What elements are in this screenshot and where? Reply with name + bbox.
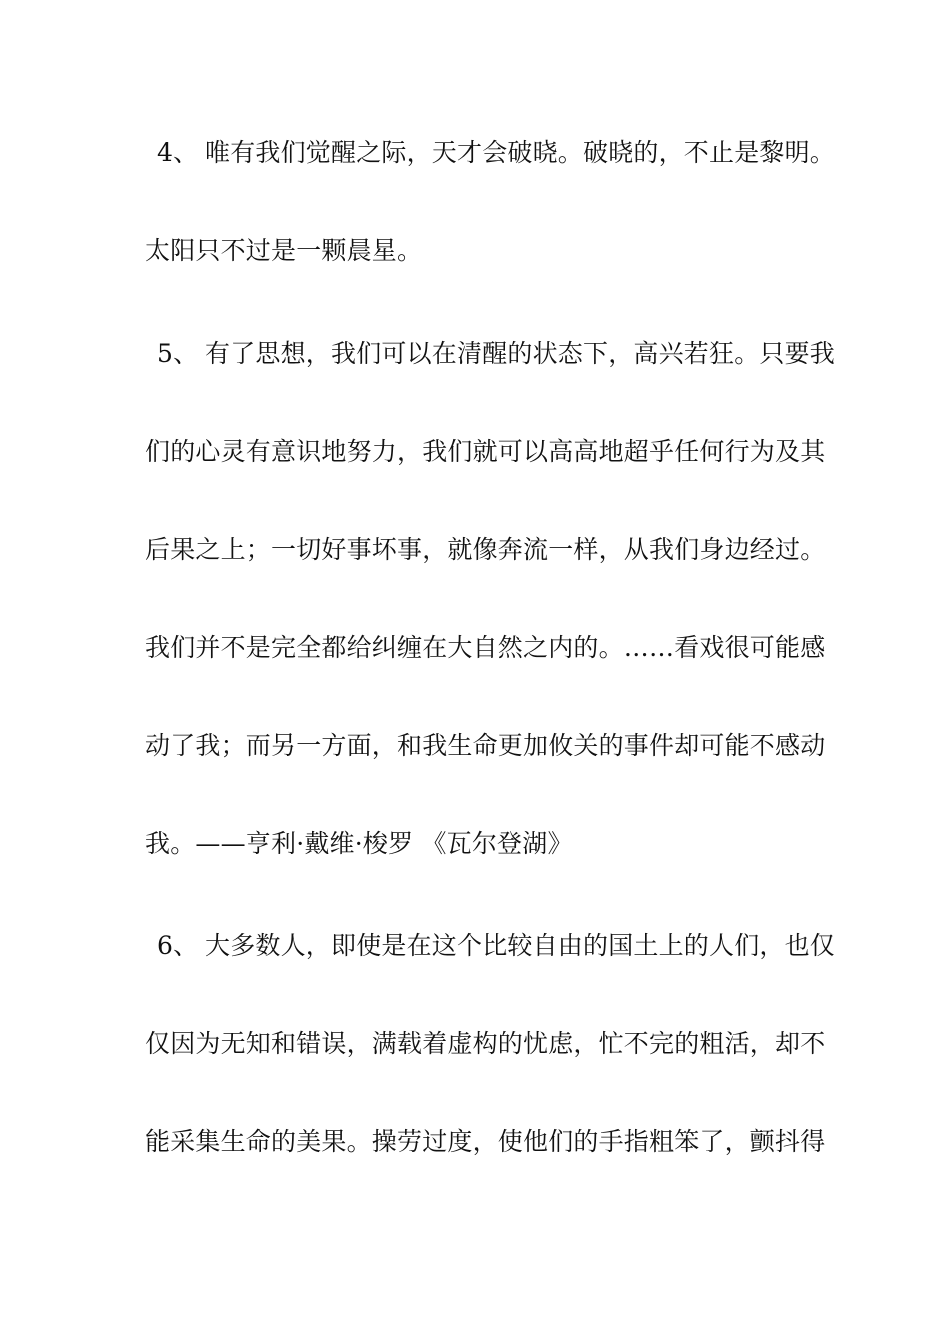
paragraph-line xyxy=(145,726,825,766)
paragraph-line xyxy=(145,334,836,374)
line-text: 我。——亨利·戴维·梭罗 《瓦尔登湖》 xyxy=(145,829,573,858)
line-text: 唯有我们觉醒之际，天才会破晓。破晓的，不止是黎明。 xyxy=(205,138,836,167)
line-text: 们的心灵有意识地努力，我们就可以高高地超乎任何行为及其 xyxy=(145,437,826,466)
paragraph-line xyxy=(145,628,825,668)
line-text: 仅因为无知和错误，满载着虚构的忧虑，忙不完的粗活，却不 xyxy=(145,1029,826,1058)
line-text: 太阳只不过是一颗晨星。 xyxy=(145,236,423,265)
line-text: 动了我；而另一方面，和我生命更加攸关的事件却可能不感动 xyxy=(145,731,826,760)
paragraph-line xyxy=(145,432,825,472)
line-text: 我们并不是完全都给纠缠在大自然之内的。……看戏很可能感 xyxy=(145,633,826,662)
paragraph-line xyxy=(145,530,825,570)
paragraph-line xyxy=(145,926,836,966)
paragraph-line xyxy=(145,133,836,173)
paragraph-line xyxy=(145,1122,825,1162)
paragraph-line xyxy=(145,1024,825,1064)
line-text: 后果之上；一切好事坏事，就像奔流一样，从我们身边经过。 xyxy=(145,535,826,564)
line-text: 大多数人，即使是在这个比较自由的国土上的人们，也仅 xyxy=(205,931,836,960)
paragraph-line xyxy=(145,231,825,271)
paragraph-line xyxy=(145,824,825,864)
item-number: 6、 xyxy=(157,931,199,960)
item-number: 4、 xyxy=(157,138,199,167)
line-text: 有了思想，我们可以在清醒的状态下，高兴若狂。只要我 xyxy=(205,339,836,368)
line-text: 能采集生命的美果。操劳过度，使他们的手指粗笨了，颤抖得 xyxy=(145,1127,826,1156)
item-number: 5、 xyxy=(157,339,199,368)
